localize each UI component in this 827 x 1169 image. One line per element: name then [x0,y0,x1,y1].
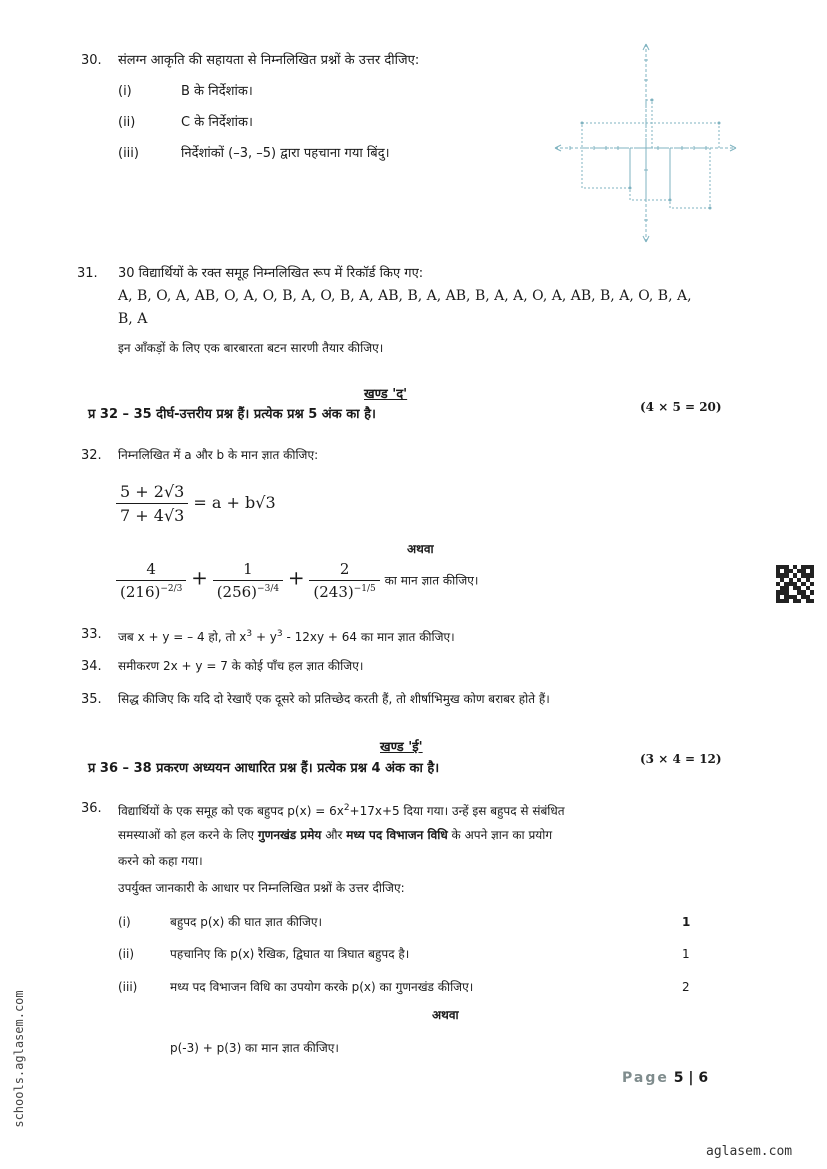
expression-suffix: का मान ज्ञात कीजिए। [384,573,479,588]
fraction-denominator [116,580,186,601]
part-label: (ii) [118,947,135,961]
fraction-base: (243) [313,583,354,601]
equation-denominator: 7 + 4√3 [116,503,188,525]
part-text: मध्य पद विभाजन विधि का उपयोग करके p(x) का गुणनखंड कीजिए। [170,980,474,994]
fraction-numerator: 2 [339,560,350,578]
plus-sign: + [191,565,208,590]
fraction-denominator [213,580,283,601]
part-label: (iii) [118,146,139,161]
coordinate-graph-figure [550,40,740,245]
fraction-denominator [309,580,379,601]
question-text-line [118,828,552,843]
part-label: (ii) [118,115,136,130]
part-text: B के निर्देशांक। [181,84,253,99]
page-current: 5 [673,1070,684,1086]
question-number: 36. [81,801,102,816]
text-part: +17x+5 दिया गया। उन्हें इस बहुपद से संबंधित [349,804,565,818]
side-watermark: schools.aglasem.com [12,990,26,1128]
part-marks: 1 [682,915,691,929]
section-title: खण्ड 'द' [364,387,408,402]
question-text: समीकरण 2x + y = 7 के कोई पाँच हल ज्ञात कीजिए। [118,659,364,673]
site-watermark: aglasem.com [706,1144,793,1159]
text-part: और [321,828,347,842]
part-text: बहुपद p(x) की घात ज्ञात कीजिए। [170,915,323,929]
exponent: 2 [343,803,350,813]
section-marks: (4 × 5 = 20) [640,400,722,414]
qr-code [776,565,814,603]
part-text: पहचानिए कि p(x) रैखिक, द्विघात या त्रिघात बहुपद है। [170,947,410,961]
question-text-line [118,801,728,819]
text-part: विद्यार्थियों के एक समूह को एक बहुपद p(x) = 6x [118,804,344,818]
fraction-numerator: 1 [243,560,253,578]
section-marks: (3 × 4 = 12) [640,752,722,766]
question-number: 34. [81,659,102,674]
lead-text: उपर्युक्त जानकारी के आधार पर निम्नलिखित प्रश्नों के उत्तर दीजिए: [118,881,405,895]
equation-numerator: 5 + 2√3 [120,482,185,501]
question-number: 32. [81,448,102,463]
text-part: + y [252,630,277,644]
question-number: 35. [81,692,102,707]
equation [116,482,276,525]
part-marks: 1 [682,947,690,961]
question-text: संलग्न आकृति की सहायता से निम्नलिखित प्रश्नों के उत्तर दीजिए: [118,53,420,68]
equation-rhs: = a + b√3 [193,493,276,512]
text-part: के अपने ज्ञान का प्रयोग [447,828,553,842]
part-label: (i) [118,915,131,929]
data-line: B, A [118,311,148,327]
question-text: निम्नलिखित में a और b के मान ज्ञात कीजिए: [118,448,319,462]
fraction-exponent: −1/5 [353,584,376,594]
page-total: 6 [698,1070,709,1086]
fraction-exponent: −2/3 [160,584,183,594]
or-label: अथवा [407,542,434,556]
exponent: 3 [246,629,253,639]
alternate-expression [116,560,478,601]
or-label: अथवा [432,1008,459,1022]
fraction-exponent: −3/4 [257,584,280,594]
question-number: 31. [77,266,98,281]
data-line: A, B, O, A, AB, O, A, O, B, A, O, B, A, AB, B, A, AB, B, A, A, O, A, AB, B, A, O, B, A, [118,288,692,304]
question-text-line: करने को कहा गया। [118,854,203,868]
part-marks: 2 [682,980,690,994]
fraction-numerator: 4 [146,560,156,578]
question-number: 33. [81,627,102,642]
fraction-base: (216) [120,583,161,601]
bold-term: गुणनखंड प्रमेय [257,828,322,842]
plus-sign: + [287,565,305,590]
question-text: सिद्ध कीजिए कि यदि दो रेखाएँ एक दूसरे को प्रतिच्छेद करती हैं, तो शीर्षाभिमुख कोण बराबर होते हैं। [118,692,550,706]
part-text: C के निर्देशांक। [181,115,253,130]
question-text [118,627,455,645]
part-label: (i) [118,84,132,99]
part-text: निर्देशांकों (–3, –5) द्वारा पहचाना गया बिंदु। [181,146,390,161]
text-part: जब x + y = – 4 हो, तो x [118,630,247,644]
page-separator: | [688,1070,694,1086]
part-label: (iii) [118,980,138,994]
question-text: 30 विद्यार्थियों के रक्त समूह निम्नलिखित रूप में रिकॉर्ड किए गए: [118,266,424,281]
instruction-text: इन आँकड़ों के लिए एक बारबारता बटन सारणी तैयार कीजिए। [118,341,384,355]
section-instruction: प्र 32 – 35 दीर्घ-उत्तरीय प्रश्न हैं। प्रत्येक प्रश्न 5 अंक का है। [88,407,376,422]
fraction-base: (256) [216,583,258,601]
exponent: 3 [276,629,283,639]
page-word: Page [622,1070,669,1086]
text-part: - 12xy + 64 का मान ज्ञात कीजिए। [282,630,455,644]
page-number [622,1070,708,1086]
bold-term: मध्य पद विभाजन विधि [346,828,448,842]
section-instruction: प्र 36 – 38 प्रकरण अध्ययन आधारित प्रश्न हैं। प्रत्येक प्रश्न 4 अंक का है। [88,761,440,776]
text-part: समस्याओं को हल करने के लिए [118,828,258,842]
question-number: 30. [81,53,102,68]
section-title: खण्ड 'ई' [380,740,423,755]
alternate-question: p(-3) + p(3) का मान ज्ञात कीजिए। [170,1041,339,1055]
